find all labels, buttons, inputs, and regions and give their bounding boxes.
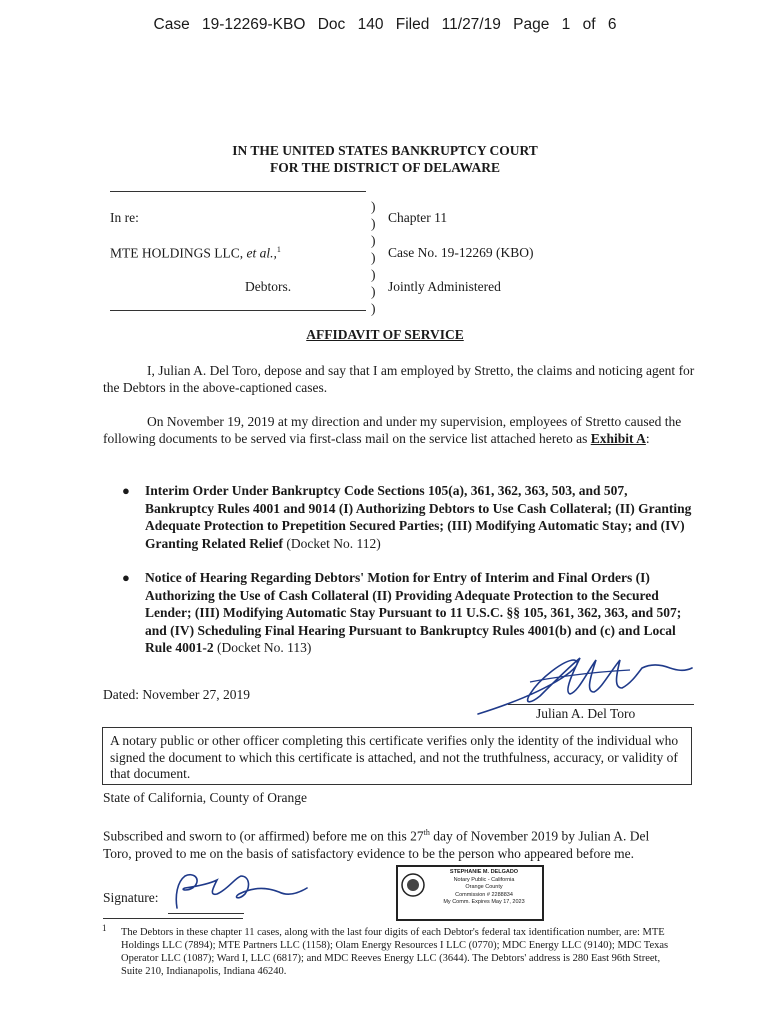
debtors-label: Debtors. <box>245 279 292 294</box>
caption-parens: ) ) ) ) ) ) ) <box>371 199 376 316</box>
debtor-name: MTE HOLDINGS LLC, et al.,$^1$ <box>110 245 281 261</box>
jointly-administered: Jointly Administered <box>388 279 501 294</box>
dated-line: Dated: November 27, 2019 <box>103 687 250 702</box>
subscribed-paragraph: Subscribed and sworn to (or affirmed) before me on this 27th day of November 2019 by Julian A. Del Toro, proved to me on the basis of satisfactory evidence to be the person who appeared before me. <box>103 828 650 861</box>
in-re-label: In re: <box>110 210 139 225</box>
bullet-dot-2: ● <box>122 570 130 585</box>
document-title: AFFIDAVIT OF SERVICE <box>306 327 464 342</box>
paragraph-employment: I, Julian A. Del Toro, depose and say that I am employed by Stretto, the claims and noticing agent for the Debtors in the above-captioned cases. <box>103 363 695 395</box>
notary-signature-icon <box>165 868 315 913</box>
filed-date: Filed 11/27/19 <box>395 16 501 33</box>
signature-label: Signature: <box>103 890 159 905</box>
paragraph-service: On November 19, 2019 at my direction and under my supervision, employees of Stretto caused the following documents to be served via first-class mail on the service list attached hereto as Exhibit A: <box>103 414 682 446</box>
et-al: et al., <box>246 245 277 261</box>
affiant-signature-rule <box>508 704 694 705</box>
footnote-mark: 1 <box>102 923 107 933</box>
state-county: State of California, County of Orange <box>103 790 307 805</box>
exhibit-a-link: Exhibit A <box>590 431 646 446</box>
doc-number: Doc 140 <box>317 16 384 33</box>
bullet-item-2: Notice of Hearing Regarding Debtors' Motion for Entry of Interim and Final Orders (I) Authorizing the Use of Cash Collateral (II) Providing Adequate Protection to the Secured Lender; (III) Modifying Automatic Stay Pursuant to 11 U.S.C. §§ 105, 361, 362, 363, and 507; and (IV) Scheduling Final Hearing Pursuant to Bankruptcy Rules 4001(b) and (c) and Local Rule 4001-2 (Docket No. 113) <box>145 570 682 655</box>
case-number: Case 19-12269-KBO <box>153 16 306 33</box>
signer-name: Julian A. Del Toro <box>536 706 636 721</box>
notary-seal-emblem-icon <box>400 872 426 898</box>
filing-header <box>0 16 770 34</box>
court-heading <box>0 142 770 176</box>
bullet-item-1: Interim Order Under Bankruptcy Code Sections 105(a), 361, 362, 363, 503, and 507, Bankruptcy Rules 4001 and 9014 (I) Authorizing Debtors to Use Cash Collateral; (II) Granting Adequate Protection to Prepetition Secured Parties; (III) Modifying Automatic Stay; and (IV) Granting Related Relief (Docket No. 112) <box>145 483 692 551</box>
court-line-1: IN THE UNITED STATES BANKRUPTCY COURT <box>232 143 538 158</box>
caption-bottom-rule <box>110 310 366 311</box>
court-line-2: FOR THE DISTRICT OF DELAWARE <box>269 160 501 175</box>
footnote-text: The Debtors in these chapter 11 cases, along with the last four digits of each Debtor's federal tax identification number, are: MTE Holdings LLC (7894); MTE Partners LLC (1158); Olam Energy Resources I LLC (0770); MDC Energy LLC (9140); MDC Texas Operator LLC (1087); Ward I, LLC (6817); and MDC Reeves Energy LLC (3644). The Debtors' address is 280 East 96th Street, Suite 210, Indianapolis, Indiana 46240. <box>121 927 669 977</box>
case-no-label: Case No. 19-12269 (KBO) <box>388 245 534 260</box>
footnote-ref: 1 <box>276 245 281 254</box>
notary-signature-rule <box>168 913 244 914</box>
page-indicator: Page 1 of 6 <box>513 16 617 33</box>
chapter-label: Chapter 11 <box>388 210 448 225</box>
caption-top-rule <box>110 191 366 192</box>
notary-notice-box: A notary public or other officer completing this certificate verifies only the identity of the individual who signed the document to which this certificate is attached, and not the truthfulness, accuracy, or validity of that document. <box>102 727 692 785</box>
notary-seal-text: STEPHANIE M. DELGADO Notary Public - California Orange County Commission # 2288834 My Comm. Expires May 17, 2023 <box>443 869 525 905</box>
bullet-dot-1: ● <box>122 483 130 498</box>
footnote-rule <box>103 918 243 919</box>
